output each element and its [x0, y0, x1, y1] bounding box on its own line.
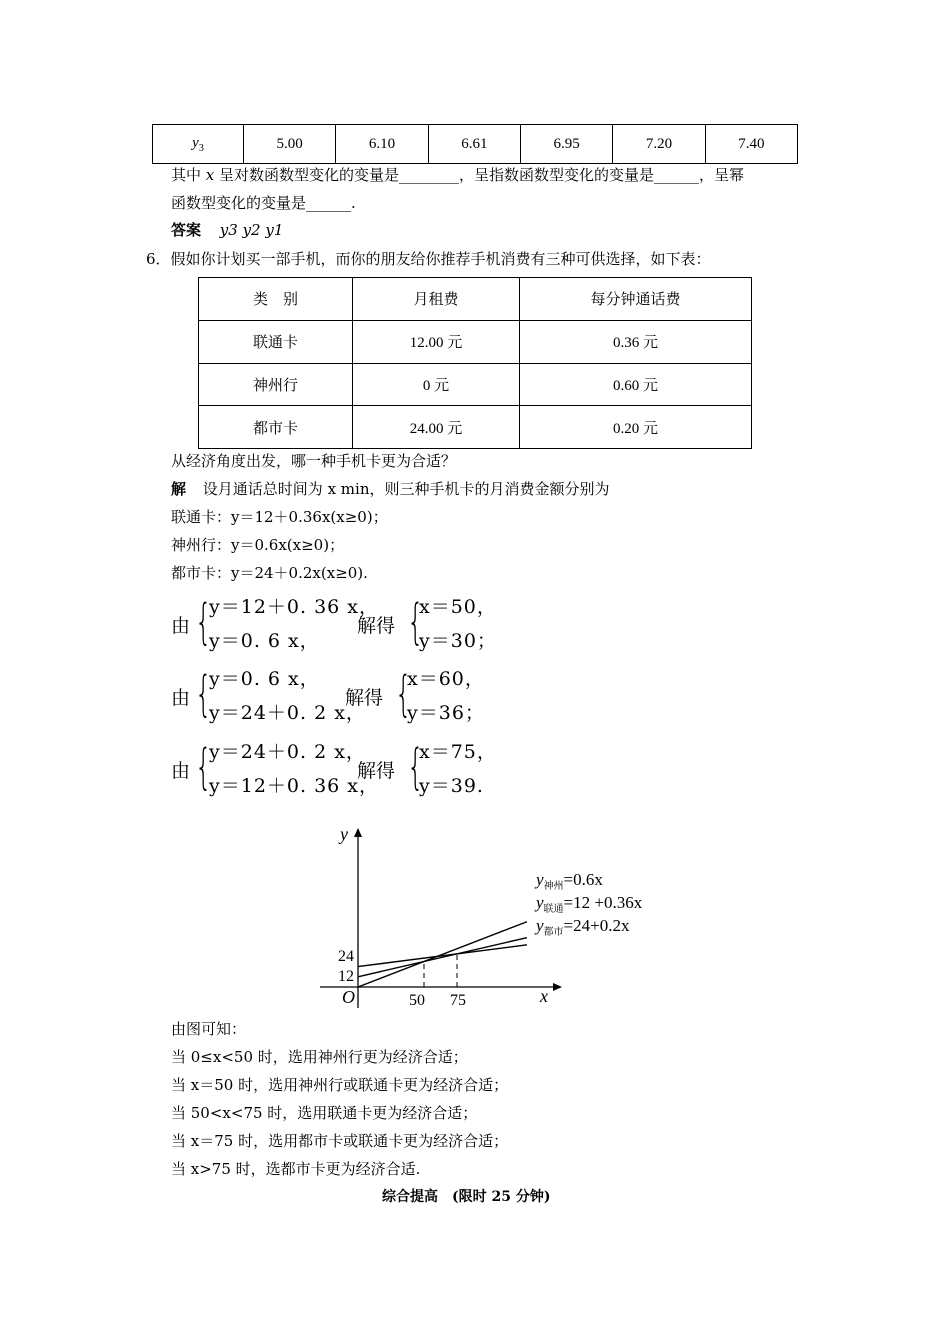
table-cell: 6.61 [428, 125, 520, 164]
q5-line-1: 其中 x 呈对数函数型变化的变量是________，呈指数函数型变化的变量是______，呈幂 [171, 166, 745, 184]
equation-system-3: 由 { y＝24＋0. 2 x， y＝12＋0. 36 x， 解得 { x＝75， y＝39. [171, 739, 497, 797]
x-tick-label-50: 50 [409, 992, 425, 1009]
table-cell: 0.20 元 [520, 406, 752, 449]
row-label: $y_3$ [153, 125, 244, 164]
table-cell: 7.20 [613, 125, 705, 164]
q5-line-2: 函数型变化的变量是______. [171, 194, 356, 212]
formula-shenzhou: 神州行：y＝0.6x(x≥0)； [171, 536, 345, 554]
x-tick-label-75: 75 [450, 992, 466, 1009]
table-cell: 都市卡 [199, 406, 353, 449]
header-cell: 每分钟通话费 [520, 278, 752, 321]
y-tick-label-24: 24 [338, 948, 354, 965]
table-row [199, 320, 752, 363]
cost-graph [300, 820, 680, 1015]
header-cell: 月租费 [353, 278, 520, 321]
origin-label: O [342, 987, 355, 1007]
conclusion-1: 当 0≤x<50 时，选用神州行更为经济合适； [171, 1048, 468, 1066]
header-cell: 类 别 [199, 278, 353, 321]
line-shenzhou [358, 922, 527, 987]
table-cell: 0 元 [353, 363, 520, 406]
table-cell: 24.00 元 [353, 406, 520, 449]
legend-dushi: $y_{都市}=24+0.2x$ [536, 916, 630, 938]
legend-shenzhou: $y_{神州}=0.6x$ [536, 870, 603, 892]
line-dushi [358, 945, 527, 967]
table-cell: 0.60 元 [520, 363, 752, 406]
legend-liantong: $y_{联通}=12 +0.36x$ [536, 893, 643, 915]
table-row [199, 406, 752, 449]
conclusion-3: 当 50<x<75 时，选用联通卡更为经济合适； [171, 1104, 478, 1122]
y-tick-label-12: 12 [338, 968, 354, 985]
equation-system-1: 由 { y＝12＋0. 36 x， y＝0. 6 x， 解得 { x＝50， y＝30； [171, 594, 497, 652]
table-cell: 6.95 [520, 125, 612, 164]
phone-plan-table [198, 277, 752, 449]
table-cell: 6.10 [336, 125, 428, 164]
y-axis-label: y [340, 824, 348, 844]
table-cell: 0.36 元 [520, 320, 752, 363]
table-cell: 5.00 [244, 125, 336, 164]
formula-liantong: 联通卡：y＝12＋0.36x(x≥0)； [171, 508, 388, 526]
table-row [199, 363, 752, 406]
q6-question: 6．假如你计划买一部手机，而你的朋友给你推荐手机消费有三种可供选择，如下表： [146, 250, 711, 268]
variable-table-tail [152, 124, 798, 164]
answer-label: 答案 [171, 221, 202, 239]
y-axis-arrow [354, 828, 362, 837]
section-footer: 综合提高 (限时 25 分钟) [382, 1189, 551, 1205]
equation-system-2: 由 { y＝0. 6 x， y＝24＋0. 2 x， 解得 { x＝60， y＝36； [171, 666, 485, 724]
line-liantong [358, 938, 527, 977]
conclusion-2: 当 x＝50 时，选用神州行或联通卡更为经济合适； [171, 1076, 509, 1094]
formula-dushi: 都市卡：y＝24＋0.2x(x≥0). [171, 564, 368, 582]
conclusion-5: 当 x>75 时，选都市卡更为经济合适. [171, 1160, 421, 1178]
after-table-question: 从经济角度出发，哪一种手机卡更为合适？ [171, 452, 457, 470]
q5-answer: 答案 y3 y2 y1 [171, 221, 284, 239]
table-header-row [199, 278, 752, 321]
x-axis-arrow [553, 983, 562, 991]
x-axis-label: x [540, 986, 548, 1006]
conclusion-4: 当 x＝75 时，选用都市卡或联通卡更为经济合适； [171, 1132, 509, 1150]
table-cell: 7.40 [705, 125, 797, 164]
table-cell: 神州行 [199, 363, 353, 406]
table-cell: 联通卡 [199, 320, 353, 363]
table-row [153, 125, 798, 164]
table-cell: 12.00 元 [353, 320, 520, 363]
conclusion-0: 由图可知： [171, 1020, 247, 1038]
solution-intro: 解 设月通话总时间为 x min，则三种手机卡的月消费金额分别为 [171, 480, 610, 498]
